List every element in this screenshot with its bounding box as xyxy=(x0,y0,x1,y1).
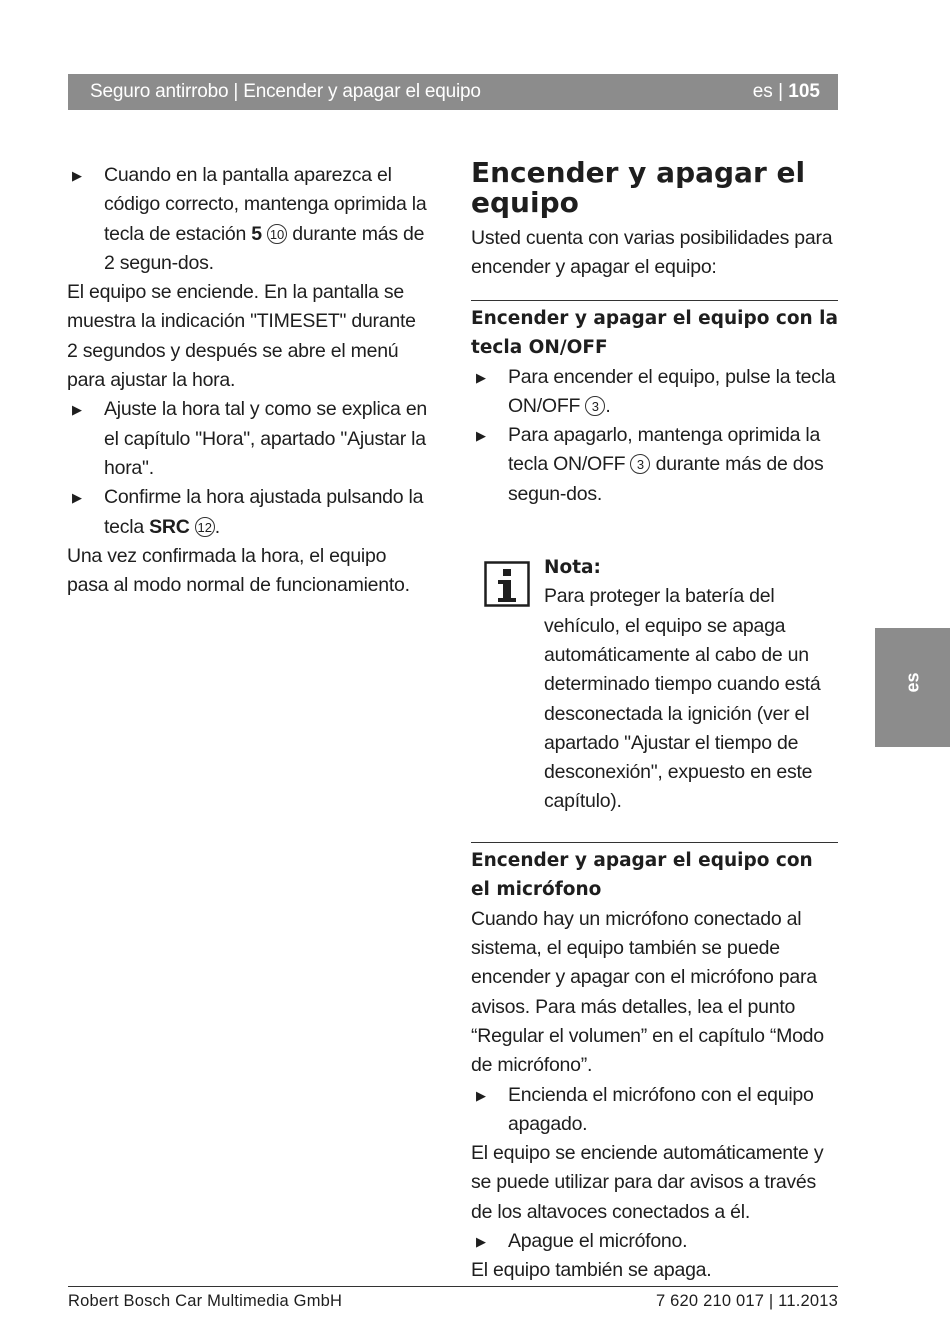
header-page-info xyxy=(753,81,820,103)
bullet-arrow-icon: ▶ xyxy=(72,168,82,183)
ref-number: 3 xyxy=(585,396,605,416)
section-title: Encender y apagar el equipo xyxy=(471,156,806,219)
note-title: Nota: xyxy=(544,557,601,579)
paragraph: El equipo se enciende. En la pantalla se muestra la indicación "TIMESET" durante 2 segundos y después se abre el menú para ajustar la hora. xyxy=(67,281,416,392)
list-item: ▶ Encienda el micrófono con el equipo apagado. xyxy=(471,1081,838,1140)
paragraph: Una vez confirmada la hora, el equipo pasa al modo normal de funcionamiento. xyxy=(67,544,410,597)
list-item: ▶ Confirme la hora ajustada pulsando la tecla SRC 12 . xyxy=(67,483,427,542)
bullet-arrow-icon: ▶ xyxy=(72,490,82,506)
list-item: ▶ Para apagarlo, mantenga oprimida la tecla ON/OFF 3 durante más de dos segun-dos. xyxy=(471,421,838,509)
note-text: Para proteger la batería del vehículo, el equipo se apaga automáticamente al cabo de un determinado tiempo cuando está desconectada la ignición (ver el apartado "Ajustar el tiempo de desconexión", expuesto en este capítulo). xyxy=(544,585,821,813)
list-item: ▶ Cuando en la pantalla aparezca el código correcto, mantenga oprimida la tecla de estación 5 10 durante más de 2 segun-dos. xyxy=(67,161,427,278)
info-icon xyxy=(484,561,530,607)
footer-divider xyxy=(68,1286,838,1287)
paragraph: Cuando hay un micrófono conectado al sistema, el equipo también se puede encender y apagar con el micrófono para avisos. Para más detalles, lea el punto “Regular el volumen” en el capítulo “Modo de micrófono”. xyxy=(471,907,824,1077)
bullet-arrow-icon: ▶ xyxy=(476,1234,486,1250)
right-column xyxy=(471,158,838,1286)
list-item: ▶ Apague el micrófono. xyxy=(471,1227,838,1256)
paragraph: El equipo también se apaga. xyxy=(471,1259,712,1282)
footer-doc-number: 7 620 210 017 | 11.2013 xyxy=(656,1292,838,1310)
page-header xyxy=(68,74,838,110)
bullet-arrow-icon: ▶ xyxy=(476,369,486,385)
ref-number: 12 xyxy=(195,517,215,537)
page-number: 105 xyxy=(788,81,820,102)
header-lang: es | xyxy=(752,81,784,102)
subsection-heading: Encender y apagar el equipo con la tecla ON/OFF xyxy=(471,307,838,359)
header-title: Seguro antirrobo | Encender y apagar el equipo xyxy=(90,81,481,102)
list-item: ▶ Para encender el equipo, pulse la tecla ON/OFF 3 . xyxy=(471,363,838,422)
intro-paragraph: Usted cuenta con varias posibilidades para encender y apagar el equipo: xyxy=(471,227,833,279)
bullet-arrow-icon: ▶ xyxy=(476,428,486,444)
bullet-arrow-icon: ▶ xyxy=(476,1087,486,1103)
ref-number: 10 xyxy=(267,224,287,244)
footer-company: Robert Bosch Car Multimedia GmbH xyxy=(68,1292,343,1310)
note-box xyxy=(471,553,838,817)
language-side-tab xyxy=(875,628,950,747)
ref-number: 3 xyxy=(630,454,650,474)
key-label: 5 xyxy=(251,222,262,245)
left-column xyxy=(67,161,427,600)
section-divider xyxy=(471,842,838,843)
section-divider xyxy=(471,300,838,301)
list-item: ▶ Ajuste la hora tal y como se explica en el capítulo "Hora", apartado "Ajustar la hora". xyxy=(67,395,427,483)
key-label: SRC xyxy=(149,515,190,538)
bullet-arrow-icon: ▶ xyxy=(72,402,82,418)
side-tab-label: es xyxy=(902,672,923,693)
paragraph: El equipo se enciende automáticamente y se puede utilizar para dar avisos a través de los altavoces conectados a él. xyxy=(471,1142,824,1223)
subsection-heading: Encender y apagar el equipo con el micrófono xyxy=(471,849,813,901)
